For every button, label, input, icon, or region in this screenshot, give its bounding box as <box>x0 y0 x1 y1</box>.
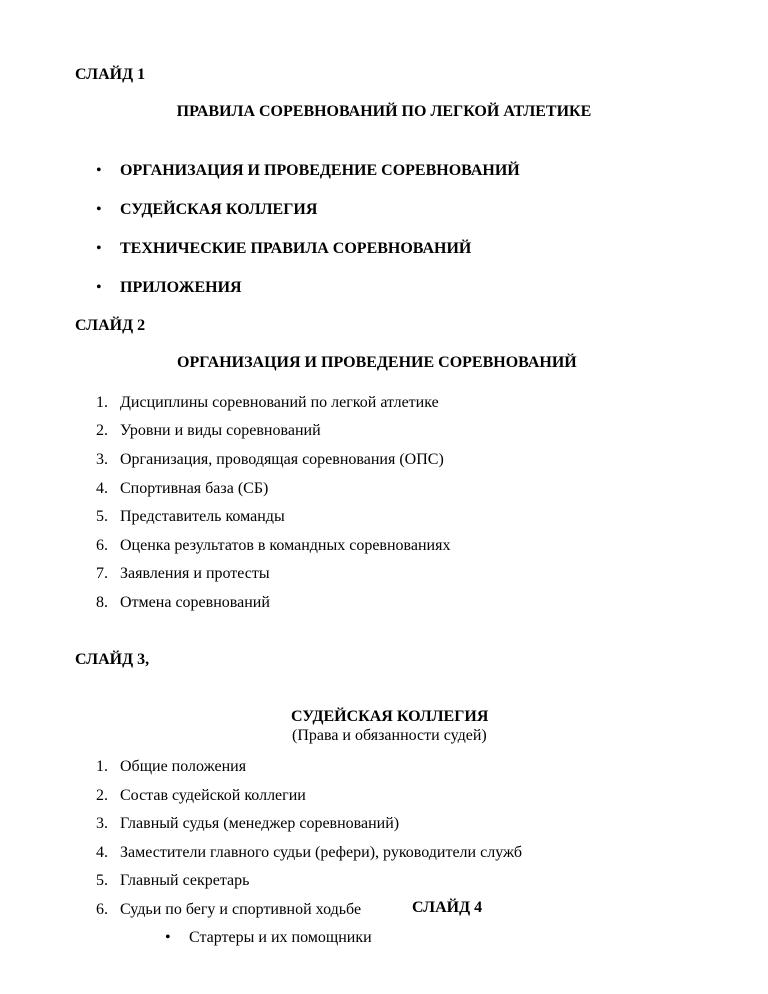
list-item-number: 3. <box>96 451 108 468</box>
bullet-icon <box>96 240 102 257</box>
list-item-text: Заместители главного судьи (рефери), руководители служб <box>120 844 522 861</box>
list-item-number: 7. <box>96 565 108 582</box>
list-item-number: 5. <box>96 508 108 525</box>
list-item-text: Заявления и протесты <box>120 565 270 582</box>
list-item-number: 6. <box>96 901 108 918</box>
bullet-text: ПРИЛОЖЕНИЯ <box>120 279 242 296</box>
slide-4-label: СЛАЙД 4 <box>412 899 483 916</box>
list-item-number: 1. <box>96 394 108 411</box>
slide-1-title: ПРАВИЛА СОРЕВНОВАНИЙ ПО ЛЕГКОЙ АТЛЕТИКЕ <box>176 103 592 120</box>
list-item <box>96 280 102 296</box>
slide-2-title: ОРГАНИЗАЦИЯ И ПРОВЕДЕНИЕ СОРЕВНОВАНИЙ <box>177 354 577 371</box>
slide-2-label: СЛАЙД 2 <box>75 317 146 334</box>
list-item-text: Общие положения <box>120 758 247 775</box>
sub-bullet-text: Стартеры и их помощники <box>189 929 372 946</box>
list-item-number: 6. <box>96 537 108 554</box>
bullet-icon <box>165 929 171 946</box>
list-item-text: Представитель команды <box>120 508 285 525</box>
slide-3-label: СЛАЙД 3, <box>75 651 150 668</box>
list-item-number: 4. <box>96 844 108 861</box>
slide-3-title: СУДЕЙСКАЯ КОЛЛЕГИЯ <box>291 708 489 725</box>
bullet-text: СУДЕЙСКАЯ КОЛЛЕГИЯ <box>120 201 318 218</box>
bullet-icon <box>96 279 102 296</box>
list-item-number: 8. <box>96 594 108 611</box>
list-item-text: Главный секретарь <box>120 872 250 889</box>
list-item-number: 2. <box>96 787 108 804</box>
list-item-number: 5. <box>96 872 108 889</box>
list-item-number: 3. <box>96 815 108 832</box>
list-item-text: Спортивная база (СБ) <box>120 480 269 497</box>
list-item <box>96 202 102 218</box>
list-item-text: Отмена соревнований <box>120 594 270 611</box>
list-item-text: Состав судейской коллегии <box>120 787 306 804</box>
list-item-text: Организация, проводящая соревнования (ОПС) <box>120 451 444 468</box>
list-item-text: Главный судья (менеджер соревнований) <box>120 815 400 832</box>
slide-1-label: СЛАЙД 1 <box>75 66 146 83</box>
list-item-number: 2. <box>96 422 108 439</box>
list-item-text: Уровни и виды соревнований <box>120 422 321 439</box>
list-item <box>96 241 102 257</box>
bullet-icon <box>96 162 102 179</box>
list-item-text: Судьи по бегу и спортивной ходьбе <box>120 901 362 918</box>
list-item <box>96 163 102 179</box>
bullet-icon <box>96 201 102 218</box>
bullet-text: ОРГАНИЗАЦИЯ И ПРОВЕДЕНИЕ СОРЕВНОВАНИЙ <box>120 162 520 179</box>
list-item-number: 4. <box>96 480 108 497</box>
slide-3-subtitle: (Права и обязанности судей) <box>292 727 487 744</box>
list-item <box>165 930 171 946</box>
list-item-text: Оценка результатов в командных соревнованиях <box>120 537 451 554</box>
list-item-text: Дисциплины соревнований по легкой атлетике <box>120 394 439 411</box>
bullet-text: ТЕХНИЧЕСКИЕ ПРАВИЛА СОРЕВНОВАНИЙ <box>120 240 472 257</box>
list-item-number: 1. <box>96 758 108 775</box>
